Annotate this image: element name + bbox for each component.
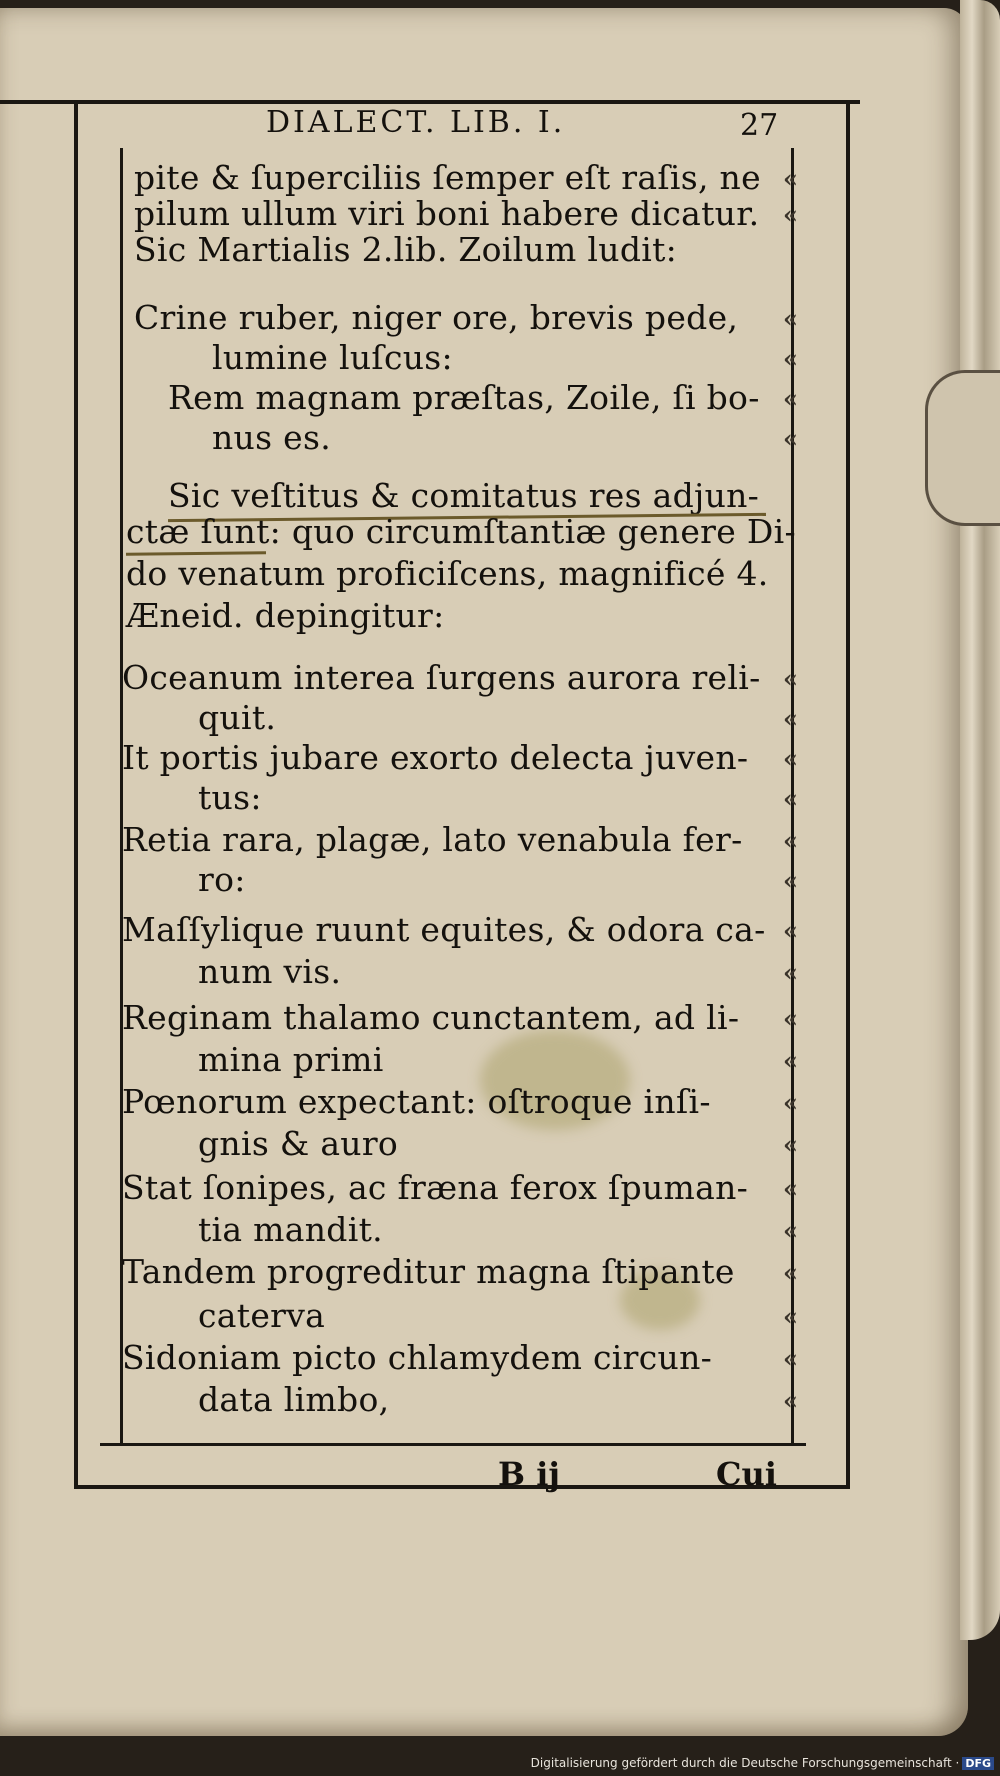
quote-mark: « [783,784,798,813]
quote-mark: « [783,916,798,945]
quote-mark: « [783,1174,798,1203]
text-line: quit. [198,698,277,737]
text-line: ctæ ſunt: quo circumſtantiæ genere Di- [126,512,796,551]
text-line: Rem magnam præſtas, Zoile, ſi bo- [168,378,760,417]
text-line: nus es. [212,418,331,457]
quote-mark: « [783,958,798,987]
text-line: Tandem progreditur magna ſtipante [122,1252,735,1291]
quote-mark: « [783,866,798,895]
quote-mark: « [783,164,798,193]
text-line: pilum ullum viri boni habere dicatur. [134,194,760,233]
text-line: data limbo, [198,1380,390,1419]
running-title: DIALECT. LIB. I. [266,105,566,140]
text-line: ro: [198,860,246,899]
quote-mark: « [783,1004,798,1033]
book-clasp [925,370,1000,526]
dfg-watermark [531,1756,994,1770]
text-line: do venatum proficiſcens, magnificé 4. [126,554,769,593]
text-line: pite & ſuperciliis ſemper eſt raſis, ne [134,158,761,197]
text-line: caterva [198,1296,326,1335]
text-line: Crine ruber, niger ore, brevis pede, [134,298,739,337]
quote-mark: « [783,1302,798,1331]
text-line: Maſſylique ruunt equites, & odora ca- [122,910,766,949]
signature-mark: B ij [498,1455,560,1493]
quote-mark: « [783,304,798,333]
page-number: 27 [740,108,779,143]
quote-mark: « [783,1386,798,1415]
quote-mark: « [783,826,798,855]
text-line: num vis. [198,952,342,991]
text-line: Reginam thalamo cunctantem, ad li- [122,998,740,1037]
quote-mark: « [783,704,798,733]
text-line: mina primi [198,1040,384,1079]
catchword: Cui [716,1455,777,1493]
text-line: tus: [198,778,262,817]
quote-mark: « [783,744,798,773]
quote-mark: « [783,344,798,373]
quote-mark: « [783,1216,798,1245]
text-line: Pœnorum expectant: oſtroque inſi- [122,1082,711,1121]
dfg-watermark-text: Digitalisierung gefördert durch die Deutsche Forschungsgemeinschaft · [530,1756,960,1770]
text-line: tia mandit. [198,1210,383,1249]
text-line: Æneid. depingitur: [126,596,445,635]
inner-bottom-rule [100,1443,806,1446]
quote-mark: « [783,1130,798,1159]
quote-mark: « [783,200,798,229]
text-line: Sic Martialis 2.lib. Zoilum ludit: [134,230,678,269]
quote-mark: « [783,1258,798,1287]
page-edges [960,0,1000,1640]
text-line: Sic veſtitus & comitatus res adjun- [168,476,760,515]
quote-mark: « [783,384,798,413]
quote-mark: « [783,664,798,693]
dfg-logo: DFG [962,1757,994,1770]
quote-mark: « [783,1046,798,1075]
quote-mark: « [783,424,798,453]
text-line: Retia rara, plagæ, lato venabula fer- [122,820,743,859]
text-line: gnis & auro [198,1124,399,1163]
text-line: Sidoniam picto chlamydem circun- [122,1338,713,1377]
text-line: It portis jubare exorto delecta juven- [122,738,749,777]
text-line: Stat ſonipes, ac fræna ferox ſpuman- [122,1168,749,1207]
quote-mark: « [783,1344,798,1373]
text-line: lumine luſcus: [212,338,453,377]
text-line: Oceanum interea ſurgens aurora reli- [122,658,761,697]
quote-mark: « [783,1088,798,1117]
